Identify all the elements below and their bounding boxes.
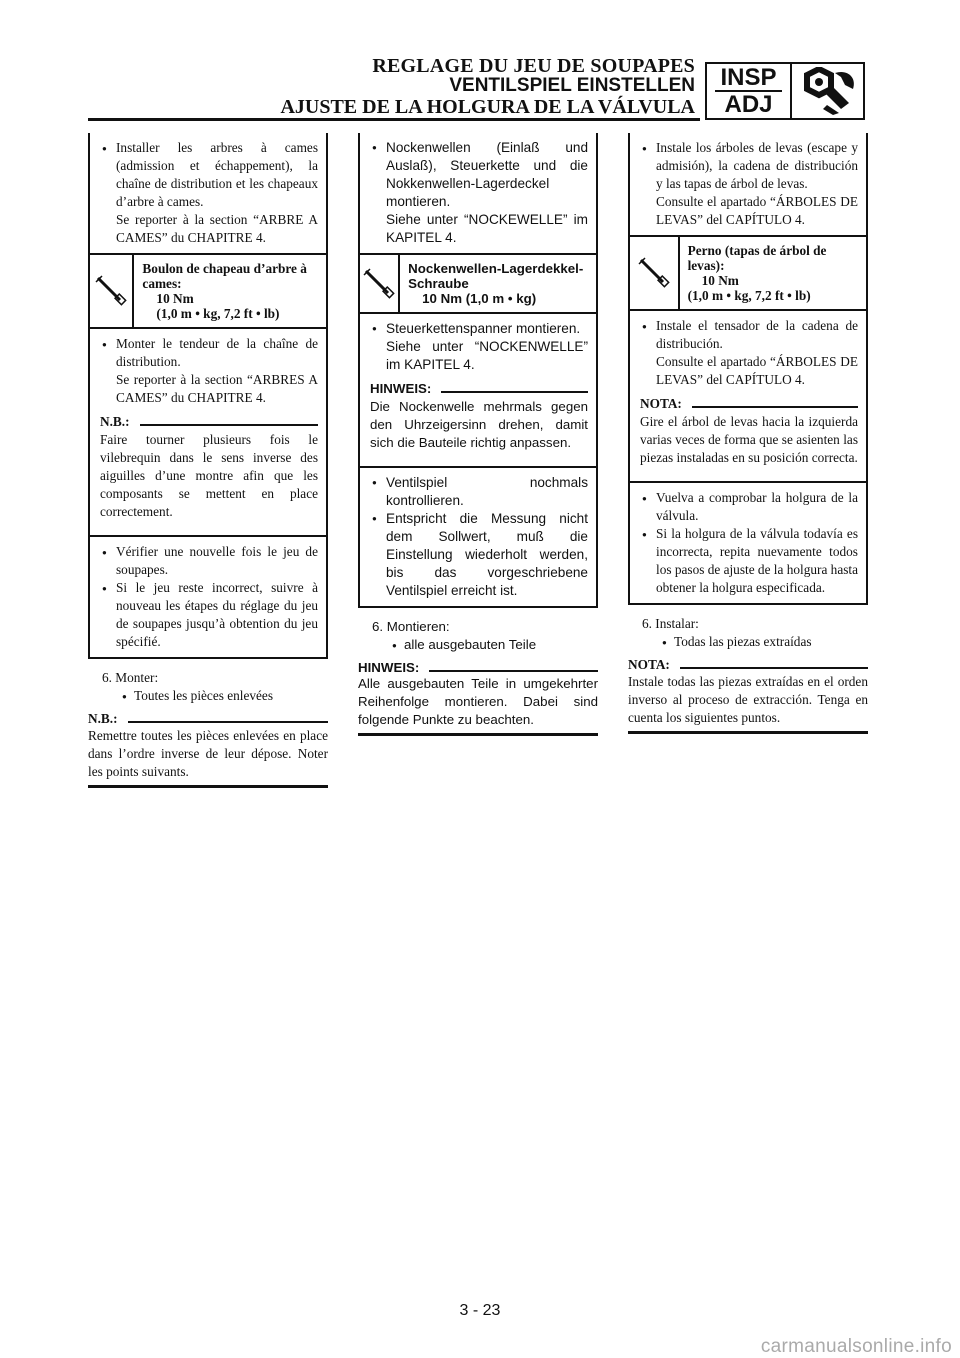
note-heading: N.B.: [88,711,118,726]
section-install-camshafts [90,133,326,255]
column-german [358,133,598,736]
torque-nm: 10 Nm [156,291,194,306]
title-french: REGLAGE DU JEU DE SOUPAPES [372,55,695,77]
note-box [628,657,868,734]
list-item: ● Si la holgura de la válvula todavía es incorrecta, repita nuevamente todos los pasos de ajuste de la holgura hasta obtener la holgura especificada. [640,525,858,597]
step-6: 6. Instalar: ● Todas las piezas extraídas [628,615,868,651]
title-spanish: AJUSTE DE LA HOLGURA DE LA VÁLVULA [280,96,695,118]
torque-wrench-icon [635,254,673,292]
list-item: ● Instale el tensador de la cadena de distribución. Consulte el apartado “ÁRBOLES DE LEVAS” del CAPÍTULO 4. [640,317,858,389]
torque-label: Nockenwellen-Lagerdekkel-Schraube [408,261,584,291]
note-box [88,711,328,788]
note-body: Gire el árbol de levas hacia la izquierda varias veces de forma que se asienten las piezas instaladas en su posición correcta. [640,414,858,465]
list-item: ● Vérifier une nouvelle fois le jeu de soupapes. [100,543,318,579]
note-body: Faire tourner plusieurs fois le vilebrequin dans le sens inverse des aiguilles d’une montre afin que les composants se mettent en place correctement. [100,432,318,519]
torque-wrench-icon [92,272,130,310]
torque-value: 10 Nm (1,0 m • kg) [422,291,537,306]
torque-alt: (1,0 m • kg, 7,2 ft • lb) [687,288,811,303]
section-badge [705,62,865,120]
torque-spec [90,255,326,329]
torque-spec [630,237,866,311]
torque-label: Boulon de chapeau d’arbre à cames: [142,261,307,291]
badge-text-box [707,64,792,118]
note-box [358,660,598,736]
list-item: ● Vuelva a comprobar la holgura de la válvula. [640,489,858,525]
page-header [280,56,695,118]
procedure-box-spanish [628,133,868,605]
note-heading: HINWEIS: [358,660,420,675]
torque-alt: (1,0 m • kg, 7,2 ft • lb) [156,306,280,321]
section-tensioner [90,329,326,537]
list-item: ● Todas las piezas extraídas [642,633,868,651]
title-german: VENTILSPIEL EINSTELLEN [449,75,695,96]
note-heading: HINWEIS: [370,381,432,396]
note-box [100,413,318,529]
list-item: ● alle ausgebauten Teile [372,636,598,654]
note-heading: NOTA: [640,396,682,411]
list-item: ● Installer les arbres à cames (admission et échappement), la chaîne de distribution et les chapeaux d’arbre à cames. Se reporter à la section “ARBRE A CAMES” du CHAPITRE 4. [100,139,318,247]
section-recheck [90,537,326,657]
section-recheck [360,468,596,606]
note-body: Remettre toutes les pièces enlevées en place dans l’ordre inverse de leur dépose. Noter les points suivants. [88,727,328,788]
list-item: ● Steuerkettenspanner montieren. Siehe unter “NOCKENWELLE” im KAPITEL 4. [370,320,588,374]
torque-nm: 10 Nm [701,273,739,288]
page-number: 3 - 23 [459,1302,501,1319]
header-rule [88,118,700,121]
step-6: 6. Montieren: ● alle ausgebauten Teile [358,618,598,654]
list-item: ● Monter le tendeur de la chaîne de distribution. Se reporter à la section “ARBRES A CAMES” du CHAPITRE 4. [100,335,318,407]
note-body: Die Nockenwelle mehrmals gegen den Uhrzeigersinn drehen, damit sich die Bauteile richtig anpassen. [370,399,588,450]
section-install-camshafts [630,133,866,237]
note-body: Alle ausgebauten Teile in umgekehrter Reihenfolge montieren. Dabei sind folgende Punkte zu beachten. [358,675,598,736]
section-tensioner [360,314,596,468]
section-install-camshafts [360,133,596,255]
list-item: ● Entspricht die Messung nicht dem Sollwert, muß die Einstellung wiederholt werden, bis das vorgeschriebene Ventilspiel erreicht ist. [370,510,588,600]
list-item: ● Nockenwellen (Einlaß und Auslaß), Steuerkette und die Nokkenwellen-Lagerdeckel montieren. Siehe unter “NOCKEWELLE” im KAPITEL 4. [370,139,588,247]
note-box [640,395,858,475]
procedure-box-french [88,133,328,659]
torque-label: Perno (tapas de árbol de levas): [687,243,827,273]
column-spanish [628,133,868,734]
step-6: 6. Monter: ● Toutes les pièces enlevées [88,669,328,705]
torque-wrench-icon [360,265,398,303]
section-tensioner [630,311,866,483]
column-french [88,133,328,788]
note-box [370,380,588,460]
list-item: ● Instale los árboles de levas (escape y admisión), la cadena de distribución y las tapas de árbol de levas. Consulte el apartado “ÁRBOLES DE LEVAS” del CAPÍTULO 4. [640,139,858,229]
note-heading: NOTA: [628,657,670,672]
list-item: ● Toutes les pièces enlevées [102,687,328,705]
torque-spec [360,255,596,314]
wrench-nut-icon [793,67,861,115]
section-recheck [630,483,866,603]
badge-insp: INSP [715,64,782,92]
note-body: Instale todas las piezas extraídas en el orden inverso al proceso de extracción. Tenga en cuenta los siguientes puntos. [628,673,868,734]
list-item: ● Ventilspiel nochmals kontrollieren. [370,474,588,510]
watermark-link[interactable]: carmanualsonline.info [760,1336,952,1357]
badge-adj: ADJ [724,91,773,118]
list-item: ● Si le jeu reste incorrect, suivre à nouveau les étapes du réglage du jeu de soupapes jusqu’à obtention du jeu spécifié. [100,579,318,651]
procedure-box-german [358,133,598,608]
note-heading: N.B.: [100,414,130,429]
